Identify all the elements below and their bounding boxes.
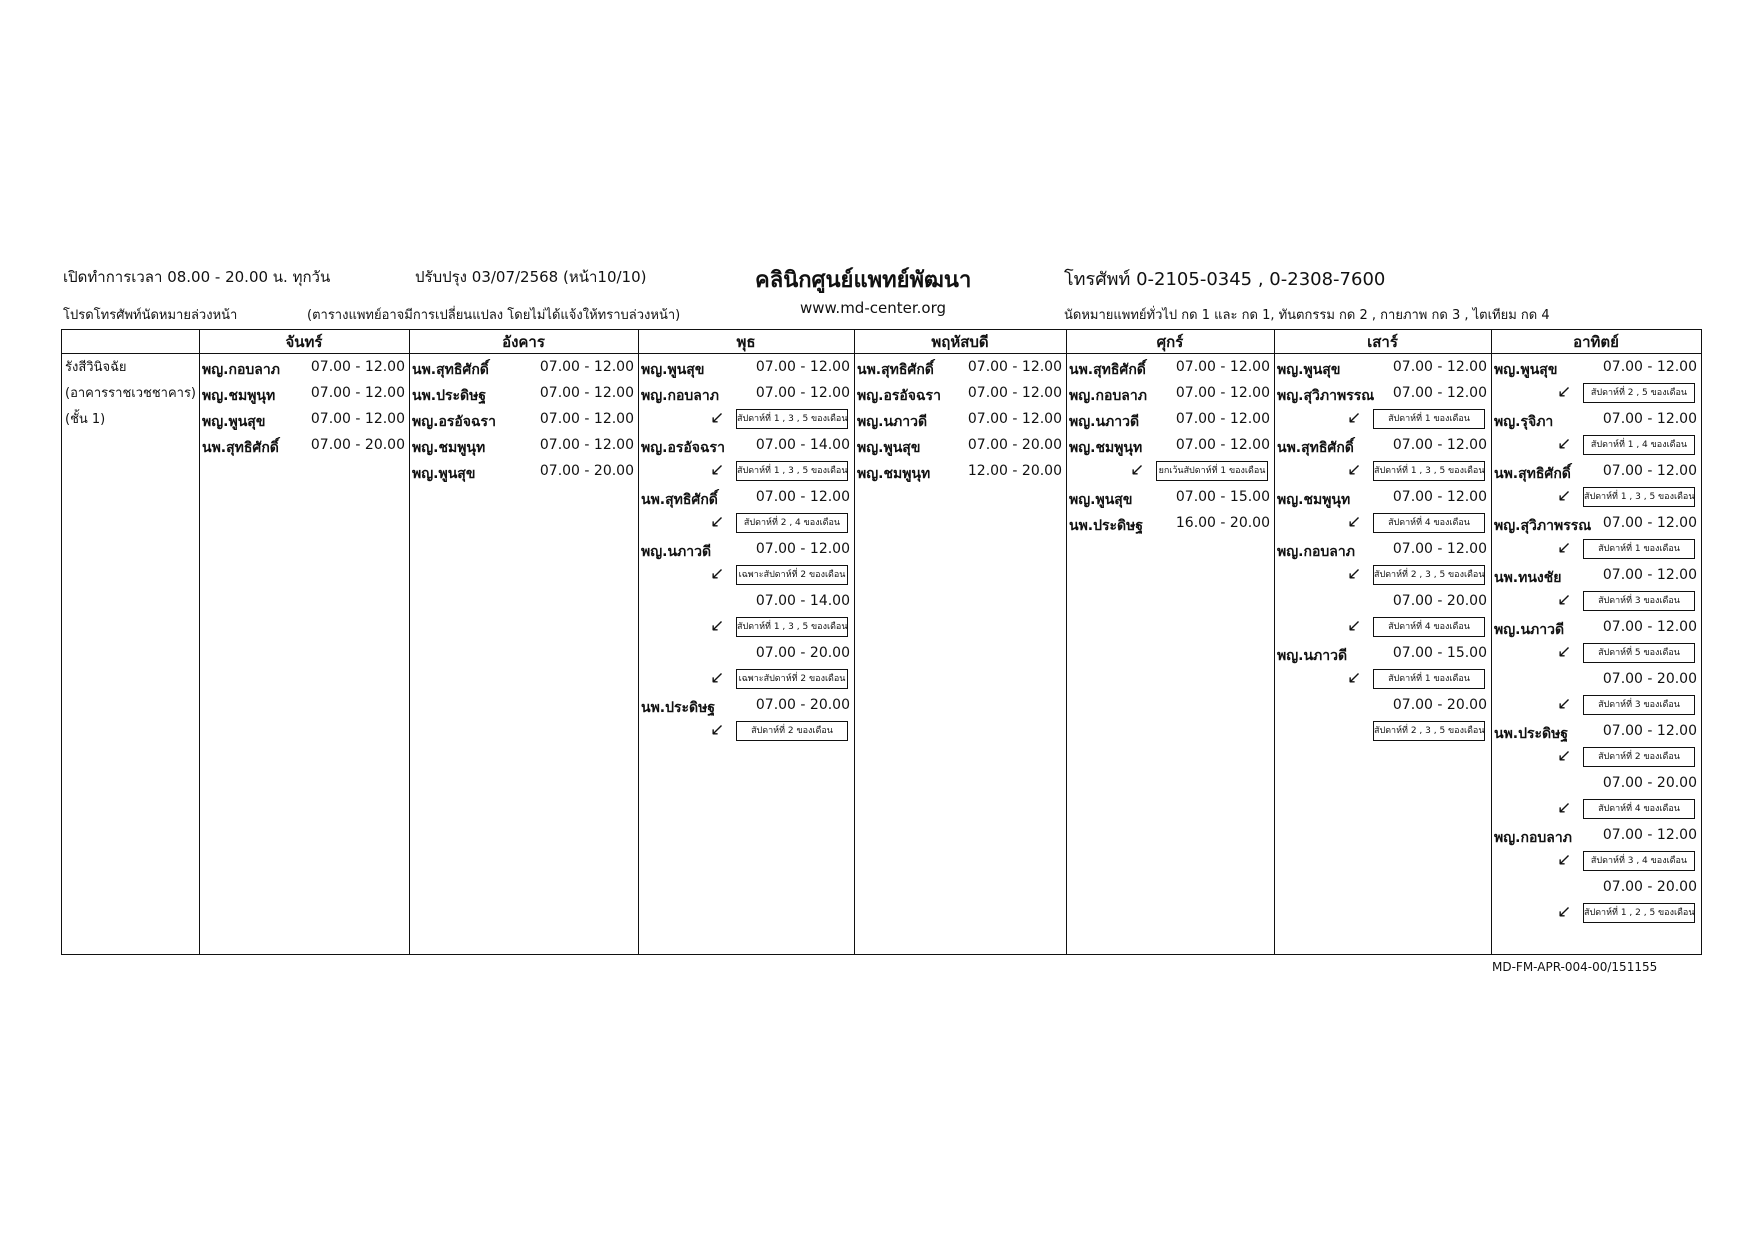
schedule-change-note: (ตารางแพทย์อาจมีการเปลี่ยนแปลง โดยไม่ได้แจ้งให้ทราบล่วงหน้า) xyxy=(307,308,681,323)
note-arrow-icon: ↙ xyxy=(1347,408,1362,428)
note-arrow-icon: ↙ xyxy=(1130,460,1145,480)
day-header-fri: ศุกร์ xyxy=(1156,333,1184,351)
note-arrow-icon: ↙ xyxy=(1557,902,1572,922)
schedule-row xyxy=(854,459,1066,485)
week-note-box: สัปดาห์ที่ 2 ของเดือน xyxy=(1583,747,1695,767)
doctor-name: นพ.สุทธิศักดิ์ xyxy=(857,362,934,378)
time-slot: 07.00 - 12.00 xyxy=(755,489,850,505)
time-slot: 07.00 - 12.00 xyxy=(310,411,405,427)
clinic-name: คลินิกศูนย์แพทย์พัฒนา xyxy=(755,268,972,293)
week-note-box: สัปดาห์ที่ 1 , 3 , 5 ของเดือน xyxy=(736,409,848,429)
doctor-name: นพ.ทนงชัย xyxy=(1494,570,1562,586)
time-slot: 07.00 - 12.00 xyxy=(1175,437,1270,453)
doctor-name: พญ.สุวิภาพรรณ xyxy=(1277,388,1375,404)
schedule-row xyxy=(1491,355,1701,381)
doctor-name: พญ.กอบลาภ xyxy=(1277,544,1355,560)
schedule-row xyxy=(854,355,1066,381)
schedule-row xyxy=(409,407,638,433)
note-arrow-icon: ↙ xyxy=(710,460,725,480)
time-slot: 07.00 - 20.00 xyxy=(539,463,634,479)
time-slot: 07.00 - 12.00 xyxy=(755,541,850,557)
schedule-note-row xyxy=(638,563,854,589)
time-slot: 07.00 - 14.00 xyxy=(755,437,850,453)
schedule-row xyxy=(854,433,1066,459)
schedule-note-row xyxy=(1066,459,1274,485)
time-slot: 07.00 - 12.00 xyxy=(1392,437,1487,453)
time-slot: 07.00 - 20.00 xyxy=(310,437,405,453)
location-floor: (ชั้น 1) xyxy=(65,412,106,427)
doctor-name: พญ.นภาวดี xyxy=(641,544,712,560)
week-note-box: สัปดาห์ที่ 5 ของเดือน xyxy=(1583,643,1695,663)
schedule-row xyxy=(1066,433,1274,459)
time-slot: 07.00 - 12.00 xyxy=(755,359,850,375)
week-note-box: เฉพาะสัปดาห์ที่ 2 ของเดือน xyxy=(736,565,848,585)
schedule-row xyxy=(854,381,1066,407)
time-slot: 07.00 - 12.00 xyxy=(1392,385,1487,401)
location-cell xyxy=(65,355,196,433)
schedule-note-row xyxy=(1491,693,1701,719)
schedule-row xyxy=(1066,407,1274,433)
time-slot: 07.00 - 12.00 xyxy=(1392,359,1487,375)
schedule-row xyxy=(1274,693,1491,719)
day-column-fri xyxy=(1066,355,1274,537)
schedule-note-row xyxy=(1491,485,1701,511)
week-note-box: สัปดาห์ที่ 1 ของเดือน xyxy=(1373,669,1485,689)
location-department: รังสีวินิจฉัย xyxy=(65,360,127,375)
form-code: MD-FM-APR-004-00/151155 xyxy=(1492,960,1658,974)
time-slot: 07.00 - 12.00 xyxy=(1602,723,1697,739)
doctor-name: นพ.ประดิษฐ xyxy=(641,700,716,716)
note-arrow-icon: ↙ xyxy=(1347,460,1362,480)
doctor-name: พญ.กอบลาภ xyxy=(202,362,280,378)
week-note-box: สัปดาห์ที่ 2 , 4 ของเดือน xyxy=(736,513,848,533)
schedule-note-row xyxy=(1274,563,1491,589)
time-slot: 07.00 - 20.00 xyxy=(1602,879,1697,895)
time-slot: 07.00 - 12.00 xyxy=(1175,385,1270,401)
note-arrow-icon: ↙ xyxy=(710,720,725,740)
time-slot: 07.00 - 20.00 xyxy=(1392,697,1487,713)
schedule-row xyxy=(409,355,638,381)
doctor-name: นพ.ประดิษฐ xyxy=(1069,518,1144,534)
schedule-row xyxy=(199,407,409,433)
schedule-row xyxy=(638,355,854,381)
time-slot: 07.00 - 12.00 xyxy=(967,359,1062,375)
doctor-name: พญ.อรอัจฉรา xyxy=(641,440,725,456)
schedule-row xyxy=(1491,667,1701,693)
day-column-mon xyxy=(199,355,409,459)
schedule-note-row xyxy=(1491,589,1701,615)
note-arrow-icon: ↙ xyxy=(1557,538,1572,558)
note-arrow-icon: ↙ xyxy=(1347,668,1362,688)
note-arrow-icon: ↙ xyxy=(1347,616,1362,636)
time-slot: 07.00 - 20.00 xyxy=(1392,593,1487,609)
schedule-row xyxy=(1274,537,1491,563)
schedule-row xyxy=(409,433,638,459)
schedule-row xyxy=(1066,355,1274,381)
note-arrow-icon: ↙ xyxy=(710,616,725,636)
day-header-sat: เสาร์ xyxy=(1367,333,1398,351)
day-header-mon: จันทร์ xyxy=(285,333,323,351)
schedule-row xyxy=(638,693,854,719)
doctor-name: พญ.อรอัจฉรา xyxy=(857,388,941,404)
doctor-name: พญ.ชมพูนุท xyxy=(1277,492,1351,508)
schedule-row xyxy=(409,459,638,485)
note-arrow-icon: ↙ xyxy=(1557,642,1572,662)
schedule-note-row xyxy=(638,511,854,537)
schedule-row xyxy=(638,589,854,615)
note-arrow-icon: ↙ xyxy=(1347,512,1362,532)
schedule-note-row xyxy=(1274,459,1491,485)
time-slot: 07.00 - 12.00 xyxy=(1602,463,1697,479)
doctor-name: นพ.สุทธิศักดิ์ xyxy=(202,440,279,456)
time-slot: 07.00 - 15.00 xyxy=(1392,645,1487,661)
schedule-row xyxy=(1274,589,1491,615)
schedule-note-row xyxy=(1491,433,1701,459)
week-note-box: สัปดาห์ที่ 1 , 3 , 5 ของเดือน xyxy=(1583,487,1695,507)
doctor-name: พญ.พูนสุข xyxy=(1494,362,1558,378)
doctor-name: พญ.พูนสุข xyxy=(412,466,476,482)
week-note-box: สัปดาห์ที่ 1 , 3 , 5 ของเดือน xyxy=(1373,461,1485,481)
week-note-box: สัปดาห์ที่ 3 , 4 ของเดือน xyxy=(1583,851,1695,871)
schedule-row xyxy=(1491,875,1701,901)
schedule-row xyxy=(854,407,1066,433)
schedule-row xyxy=(199,381,409,407)
time-slot: 07.00 - 12.00 xyxy=(310,359,405,375)
doctor-name: พญ.นภาวดี xyxy=(1494,622,1565,638)
schedule-row xyxy=(1491,719,1701,745)
note-arrow-icon: ↙ xyxy=(1557,798,1572,818)
note-arrow-icon: ↙ xyxy=(1557,746,1572,766)
doctor-name: พญ.พูนสุข xyxy=(641,362,705,378)
doctor-name: นพ.สุทธิศักดิ์ xyxy=(641,492,718,508)
day-header-tue: อังคาร xyxy=(502,333,545,351)
schedule-note-row xyxy=(1491,901,1701,927)
appointment-info: นัดหมายแพทย์ทั่วไป กด 1 และ กด 1, ทันตกรรม กด 2 , กายภาพ กด 3 , ไตเทียม กด 4 xyxy=(1064,308,1550,323)
day-header-sun: อาทิตย์ xyxy=(1573,333,1619,351)
note-arrow-icon: ↙ xyxy=(1557,382,1572,402)
time-slot: 07.00 - 12.00 xyxy=(967,411,1062,427)
call-ahead-note: โปรดโทรศัพท์นัดหมายล่วงหน้า xyxy=(63,308,238,323)
schedule-note-row xyxy=(1274,719,1491,745)
doctor-name: นพ.สุทธิศักดิ์ xyxy=(1494,466,1571,482)
time-slot: 07.00 - 12.00 xyxy=(1602,619,1697,635)
time-slot: 07.00 - 20.00 xyxy=(755,645,850,661)
schedule-row xyxy=(1491,511,1701,537)
time-slot: 16.00 - 20.00 xyxy=(1175,515,1270,531)
time-slot: 07.00 - 12.00 xyxy=(1602,411,1697,427)
day-column-wed xyxy=(638,355,854,745)
time-slot: 07.00 - 12.00 xyxy=(1602,515,1697,531)
schedule-note-row xyxy=(638,615,854,641)
schedule-note-row xyxy=(1274,615,1491,641)
doctor-name: พญ.ชมพูนุท xyxy=(412,440,486,456)
schedule-row xyxy=(1274,485,1491,511)
schedule-row xyxy=(409,381,638,407)
time-slot: 07.00 - 12.00 xyxy=(755,385,850,401)
week-note-box: สัปดาห์ที่ 3 ของเดือน xyxy=(1583,695,1695,715)
doctor-name: พญ.นภาวดี xyxy=(857,414,928,430)
doctor-name: พญ.รุจิภา xyxy=(1494,414,1554,430)
schedule-note-row xyxy=(638,459,854,485)
doctor-name: นพ.สุทธิศักดิ์ xyxy=(412,362,489,378)
week-note-box: สัปดาห์ที่ 2 , 5 ของเดือน xyxy=(1583,383,1695,403)
note-arrow-icon: ↙ xyxy=(1557,434,1572,454)
phone-numbers: โทรศัพท์ 0-2105-0345 , 0-2308-7600 xyxy=(1064,269,1386,290)
schedule-row xyxy=(638,641,854,667)
schedule-row xyxy=(1491,771,1701,797)
schedule-note-row xyxy=(1491,537,1701,563)
week-note-box: สัปดาห์ที่ 2 ของเดือน xyxy=(736,721,848,741)
week-note-box: สัปดาห์ที่ 1 , 2 , 5 ของเดือน xyxy=(1583,903,1695,923)
doctor-name: พญ.สุวิภาพรรณ xyxy=(1494,518,1592,534)
week-note-box: สัปดาห์ที่ 1 , 4 ของเดือน xyxy=(1583,435,1695,455)
note-arrow-icon: ↙ xyxy=(710,408,725,428)
schedule-note-row xyxy=(1274,407,1491,433)
schedule-row xyxy=(199,355,409,381)
opening-hours: เปิดทำการเวลา 08.00 - 20.00 น. ทุกวัน xyxy=(63,268,331,286)
week-note-box: สัปดาห์ที่ 1 ของเดือน xyxy=(1373,409,1485,429)
time-slot: 07.00 - 12.00 xyxy=(967,385,1062,401)
doctor-name: พญ.ชมพูนุท xyxy=(1069,440,1143,456)
schedule-row xyxy=(1274,433,1491,459)
day-column-tue xyxy=(409,355,638,485)
schedule-row xyxy=(638,485,854,511)
week-note-box: สัปดาห์ที่ 4 ของเดือน xyxy=(1373,617,1485,637)
doctor-name: นพ.สุทธิศักดิ์ xyxy=(1069,362,1146,378)
schedule-row xyxy=(1274,355,1491,381)
doctor-name: พญ.พูนสุข xyxy=(202,414,266,430)
schedule-row xyxy=(1491,407,1701,433)
time-slot: 07.00 - 20.00 xyxy=(1602,671,1697,687)
schedule-table xyxy=(61,329,1702,955)
time-slot: 07.00 - 12.00 xyxy=(539,411,634,427)
note-arrow-icon: ↙ xyxy=(710,512,725,532)
time-slot: 07.00 - 12.00 xyxy=(1602,567,1697,583)
note-arrow-icon: ↙ xyxy=(710,564,725,584)
schedule-note-row xyxy=(1491,849,1701,875)
day-header-wed: พุธ xyxy=(736,333,756,351)
doctor-name: พญ.นภาวดี xyxy=(1277,648,1348,664)
schedule-row xyxy=(1066,381,1274,407)
schedule-note-row xyxy=(1491,797,1701,823)
time-slot: 07.00 - 20.00 xyxy=(1602,775,1697,791)
time-slot: 07.00 - 12.00 xyxy=(539,359,634,375)
schedule-row xyxy=(1491,823,1701,849)
doctor-name: พญ.พูนสุข xyxy=(857,440,921,456)
week-note-box: สัปดาห์ที่ 1 , 3 , 5 ของเดือน xyxy=(736,461,848,481)
schedule-row xyxy=(638,381,854,407)
schedule-note-row xyxy=(638,407,854,433)
note-arrow-icon: ↙ xyxy=(1347,564,1362,584)
week-note-box: สัปดาห์ที่ 1 , 3 , 5 ของเดือน xyxy=(736,617,848,637)
schedule-note-row xyxy=(1491,745,1701,771)
website-link[interactable]: www.md-center.org xyxy=(800,299,946,317)
doctor-name: พญ.ชมพูนุท xyxy=(202,388,276,404)
day-column-sat xyxy=(1274,355,1491,745)
note-arrow-icon: ↙ xyxy=(1557,486,1572,506)
time-slot: 07.00 - 12.00 xyxy=(539,437,634,453)
time-slot: 07.00 - 20.00 xyxy=(755,697,850,713)
week-note-box: เฉพาะสัปดาห์ที่ 2 ของเดือน xyxy=(736,669,848,689)
week-note-box: สัปดาห์ที่ 3 ของเดือน xyxy=(1583,591,1695,611)
doctor-name: นพ.ประดิษฐ xyxy=(412,388,487,404)
doctor-name: พญ.อรอัจฉรา xyxy=(412,414,496,430)
doctor-name: พญ.กอบลาภ xyxy=(641,388,719,404)
time-slot: 07.00 - 12.00 xyxy=(1602,359,1697,375)
header-divider xyxy=(62,353,1701,354)
schedule-row xyxy=(1274,641,1491,667)
time-slot: 07.00 - 12.00 xyxy=(1602,827,1697,843)
schedule-row xyxy=(638,537,854,563)
week-note-box: สัปดาห์ที่ 4 ของเดือน xyxy=(1583,799,1695,819)
time-slot: 07.00 - 12.00 xyxy=(1392,541,1487,557)
location-building: (อาคารราชเวชชาคาร) xyxy=(65,386,197,401)
note-arrow-icon: ↙ xyxy=(1557,590,1572,610)
schedule-row xyxy=(1066,511,1274,537)
doctor-name: พญ.พูนสุข xyxy=(1069,492,1133,508)
note-arrow-icon: ↙ xyxy=(710,668,725,688)
doctor-name: พญ.ชมพูนุท xyxy=(857,466,931,482)
time-slot: 12.00 - 20.00 xyxy=(967,463,1062,479)
schedule-note-row xyxy=(1274,511,1491,537)
time-slot: 07.00 - 12.00 xyxy=(1392,489,1487,505)
time-slot: 07.00 - 14.00 xyxy=(755,593,850,609)
schedule-row xyxy=(1491,615,1701,641)
doctor-name: พญ.พูนสุข xyxy=(1277,362,1341,378)
schedule-row xyxy=(638,433,854,459)
week-note-box: สัปดาห์ที่ 2 , 3 , 5 ของเดือน xyxy=(1373,565,1485,585)
schedule-row xyxy=(1274,381,1491,407)
schedule-note-row xyxy=(1491,641,1701,667)
time-slot: 07.00 - 12.00 xyxy=(1175,411,1270,427)
week-note-box: สัปดาห์ที่ 2 , 3 , 5 ของเดือน xyxy=(1373,721,1485,741)
schedule-row xyxy=(199,433,409,459)
schedule-note-row xyxy=(638,719,854,745)
day-column-thu xyxy=(854,355,1066,485)
day-column-sun xyxy=(1491,355,1701,927)
schedule-note-row xyxy=(1491,381,1701,407)
week-note-box: ยกเว้นสัปดาห์ที่ 1 ของเดือน xyxy=(1156,461,1268,481)
time-slot: 07.00 - 12.00 xyxy=(310,385,405,401)
time-slot: 07.00 - 15.00 xyxy=(1175,489,1270,505)
note-arrow-icon: ↙ xyxy=(1557,850,1572,870)
updated-date: ปรับปรุง 03/07/2568 (หน้า10/10) xyxy=(415,268,647,286)
week-note-box: สัปดาห์ที่ 1 ของเดือน xyxy=(1583,539,1695,559)
doctor-name: นพ.ประดิษฐ xyxy=(1494,726,1569,742)
doctor-name: พญ.กอบลาภ xyxy=(1494,830,1572,846)
time-slot: 07.00 - 12.00 xyxy=(539,385,634,401)
schedule-row xyxy=(1491,563,1701,589)
day-header-thu: พฤหัสบดี xyxy=(931,333,989,351)
doctor-name: พญ.นภาวดี xyxy=(1069,414,1140,430)
doctor-name: นพ.สุทธิศักดิ์ xyxy=(1277,440,1354,456)
week-note-box: สัปดาห์ที่ 4 ของเดือน xyxy=(1373,513,1485,533)
doctor-name: พญ.กอบลาภ xyxy=(1069,388,1147,404)
note-arrow-icon: ↙ xyxy=(1557,694,1572,714)
time-slot: 07.00 - 20.00 xyxy=(967,437,1062,453)
schedule-row xyxy=(1491,459,1701,485)
schedule-row xyxy=(1066,485,1274,511)
time-slot: 07.00 - 12.00 xyxy=(1175,359,1270,375)
schedule-note-row xyxy=(1274,667,1491,693)
schedule-note-row xyxy=(638,667,854,693)
